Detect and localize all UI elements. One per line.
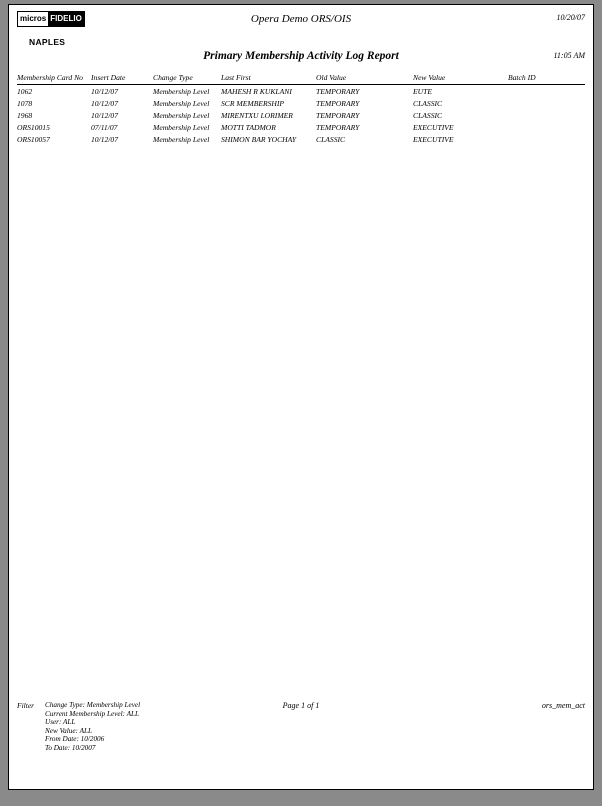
cell-batch-id (508, 121, 585, 133)
cell-old-value: TEMPORARY (316, 122, 360, 132)
page-number: Page 1 of 1 (282, 701, 320, 710)
column-header-change-type: Change Type (153, 73, 193, 82)
cell-old-value: TEMPORARY (316, 110, 360, 120)
cell-change-type: Membership Level (153, 86, 210, 96)
report-page (8, 4, 594, 790)
report-id: ors_mem_act (541, 701, 585, 710)
table-row (17, 109, 585, 121)
cell-change-type: Membership Level (153, 122, 210, 132)
cell-batch-id (508, 85, 585, 98)
property-name: NAPLES (29, 37, 66, 47)
report-footer (9, 701, 593, 761)
table-row (17, 97, 585, 109)
cell-last-first: MIRENTXU LORIMER (221, 110, 293, 120)
filter-line: User: ALL (45, 718, 76, 727)
column-header-insert-date: Insert Date (91, 73, 126, 82)
cell-insert-date: 10/12/07 (91, 86, 119, 96)
cell-last-first: MOTTI TADMOR (221, 122, 276, 132)
cell-new-value: CLASSIC (413, 110, 443, 120)
cell-old-value: TEMPORARY (316, 86, 360, 96)
cell-insert-date: 10/12/07 (91, 134, 119, 144)
report-table-wrapper (17, 73, 585, 145)
filter-line: New Value: ALL (45, 726, 92, 735)
table-row (17, 85, 585, 98)
filter-line: From Date: 10/2006 (45, 735, 105, 744)
report-title: Primary Membership Activity Log Report (203, 50, 399, 62)
document-title: Opera Demo ORS/OIS (250, 13, 352, 25)
report-time: 11:05 AM (553, 51, 585, 60)
table-header (17, 73, 585, 85)
activity-log-table (17, 73, 585, 145)
cell-new-value: EUTE (413, 86, 432, 96)
cell-old-value: TEMPORARY (316, 98, 360, 108)
cell-last-first: MAHESH R KUKLANI (221, 86, 292, 96)
cell-last-first: SHIMON BAR YOCHAY (221, 134, 297, 144)
cell-change-type: Membership Level (153, 110, 210, 120)
cell-membership-card-no: ORS10057 (17, 134, 50, 144)
cell-old-value: CLASSIC (316, 134, 346, 144)
table-row (17, 121, 585, 133)
filter-line: Current Membership Level: ALL (45, 709, 140, 718)
column-header-new-value: New Value (413, 73, 446, 82)
logo-micros-text: micros (18, 12, 48, 26)
filter-label: Filter (17, 701, 35, 710)
cell-new-value: EXECUTIVE (413, 122, 454, 132)
cell-change-type: Membership Level (153, 98, 210, 108)
cell-membership-card-no: 1968 (17, 110, 33, 120)
column-header-last-first: Last First (221, 73, 251, 82)
cell-membership-card-no: ORS10015 (17, 122, 50, 132)
column-header-batch-id: Batch ID (508, 73, 536, 82)
report-date: 10/20/07 (556, 13, 585, 22)
cell-membership-card-no: 1078 (17, 98, 33, 108)
cell-change-type: Membership Level (153, 134, 210, 144)
filter-line: To Date: 10/2007 (45, 743, 96, 752)
table-row (17, 133, 585, 145)
cell-insert-date: 10/12/07 (91, 110, 119, 120)
logo-fidelio-text: FIDELIO (48, 12, 84, 26)
cell-new-value: EXECUTIVE (413, 134, 454, 144)
cell-insert-date: 10/12/07 (91, 98, 119, 108)
cell-new-value: CLASSIC (413, 98, 443, 108)
cell-batch-id (508, 133, 585, 145)
cell-batch-id (508, 109, 585, 121)
filter-line: Change Type: Membership Level (45, 701, 141, 709)
cell-insert-date: 07/11/07 (91, 122, 118, 132)
table-body (17, 85, 585, 146)
cell-batch-id (508, 97, 585, 109)
table-header-row (17, 73, 585, 85)
cell-last-first: SCR MEMBERSHIP (221, 98, 285, 108)
cell-membership-card-no: 1062 (17, 86, 33, 96)
column-header-membership-card-no: Membership Card No (17, 73, 83, 82)
column-header-old-value: Old Value (316, 73, 347, 82)
